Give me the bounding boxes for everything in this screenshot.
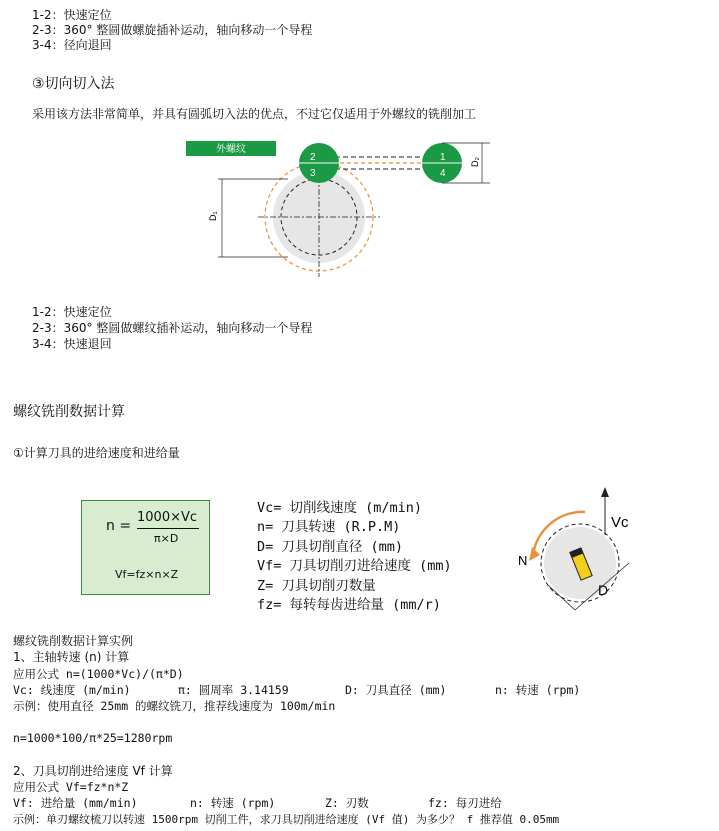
formula-n-lhs: n = [106, 518, 132, 534]
point-label: 1 [440, 152, 446, 163]
definition-line: Vf= 刀具切削刃进给速度 (mm) [257, 558, 452, 574]
cutting-parameters-diagram [505, 485, 655, 615]
dim-d1-label: D₁ [208, 211, 218, 221]
example-var: n: 转速 (rpm) [190, 796, 276, 810]
formula-box [81, 500, 210, 595]
d-label: D [598, 582, 609, 598]
example-var: Vf: 进给量 (mm/min) [13, 796, 138, 810]
step-line: 1-2：快速定位 [32, 8, 112, 22]
example-var: Z: 刃数 [325, 796, 369, 810]
vc-arrowhead [601, 487, 609, 497]
step-line: 2-3：360° 整圆做螺纹插补运动，轴向移动一个导程 [32, 321, 313, 335]
definition-line: Vc= 切削线速度 (m/min) [257, 500, 423, 516]
point-label: 4 [440, 168, 446, 179]
example-var: fz: 每刃进给 [428, 796, 502, 810]
external-thread-tag-label: 外螺纹 [216, 144, 246, 155]
example-title: 螺纹铣削数据计算实例 [13, 634, 134, 648]
section-subheading: ①计算刀具的进给速度和进给量 [13, 446, 180, 460]
step-line: 1-2：快速定位 [32, 305, 112, 319]
example-var: π: 圆周率 3.14159 [178, 683, 289, 697]
example-var: D: 刀具直径 (mm) [345, 683, 447, 697]
formula-denominator: π×D [154, 532, 179, 545]
example-step-title: 2、刀具切削进给速度 Vf 计算 [13, 764, 173, 778]
example-var: n: 转速 (rpm) [495, 683, 581, 697]
dim-d2-label: D₂ [470, 157, 480, 167]
example-text: 示例：使用直径 25mm 的螺纹铣刀，推荐线速度为 100m/min [13, 699, 336, 713]
example-var: Vc: 线速度 (m/min) [13, 683, 131, 697]
section-heading: 螺纹铣削数据计算 [13, 404, 125, 420]
example-result: n=1000*100/π*25=1280rpm [13, 731, 173, 745]
formula-numerator: 1000×Vc [137, 510, 198, 525]
definition-line: fz= 每转每齿进给量 (mm/r) [257, 597, 441, 613]
step-line: 2-3：360° 整圆做螺旋插补运动，轴向移动一个导程 [32, 23, 313, 37]
definition-line: D= 刀具切削直径 (mm) [257, 539, 404, 555]
formula-fraction-bar [137, 528, 199, 529]
example-formula: 应用公式 n=(1000*Vc)/(π*D) [13, 667, 184, 681]
n-label: N [518, 553, 528, 568]
section-heading: ③切向切入法 [32, 76, 115, 92]
definition-line: n= 刀具转速 (R.P.M) [257, 519, 401, 535]
example-text: 示例：单刃螺纹梳刀以转速 1500rpm 切削工件，求刀具切削进给速度 (Vf 值) 为多少？ f 推荐值 0.05mm [13, 813, 560, 826]
point-label: 3 [310, 168, 316, 179]
vc-label: Vc [611, 514, 629, 531]
point-label: 2 [310, 152, 316, 163]
section-description: 采用该方法非常简单，并具有圆弧切入法的优点，不过它仅适用于外螺纹的铣削加工 [32, 107, 477, 121]
step-line: 3-4：快速退回 [32, 337, 112, 351]
example-formula: 应用公式 Vf=fz*n*Z [13, 780, 129, 794]
step-line: 3-4：径向退回 [32, 38, 112, 52]
example-step-title: 1、主轴转速 (n) 计算 [13, 650, 130, 664]
definition-line: Z= 刀具切削刃数量 [257, 578, 376, 594]
tangential-entry-diagram [180, 135, 500, 285]
formula-vf: Vf=fz×n×Z [115, 568, 179, 581]
